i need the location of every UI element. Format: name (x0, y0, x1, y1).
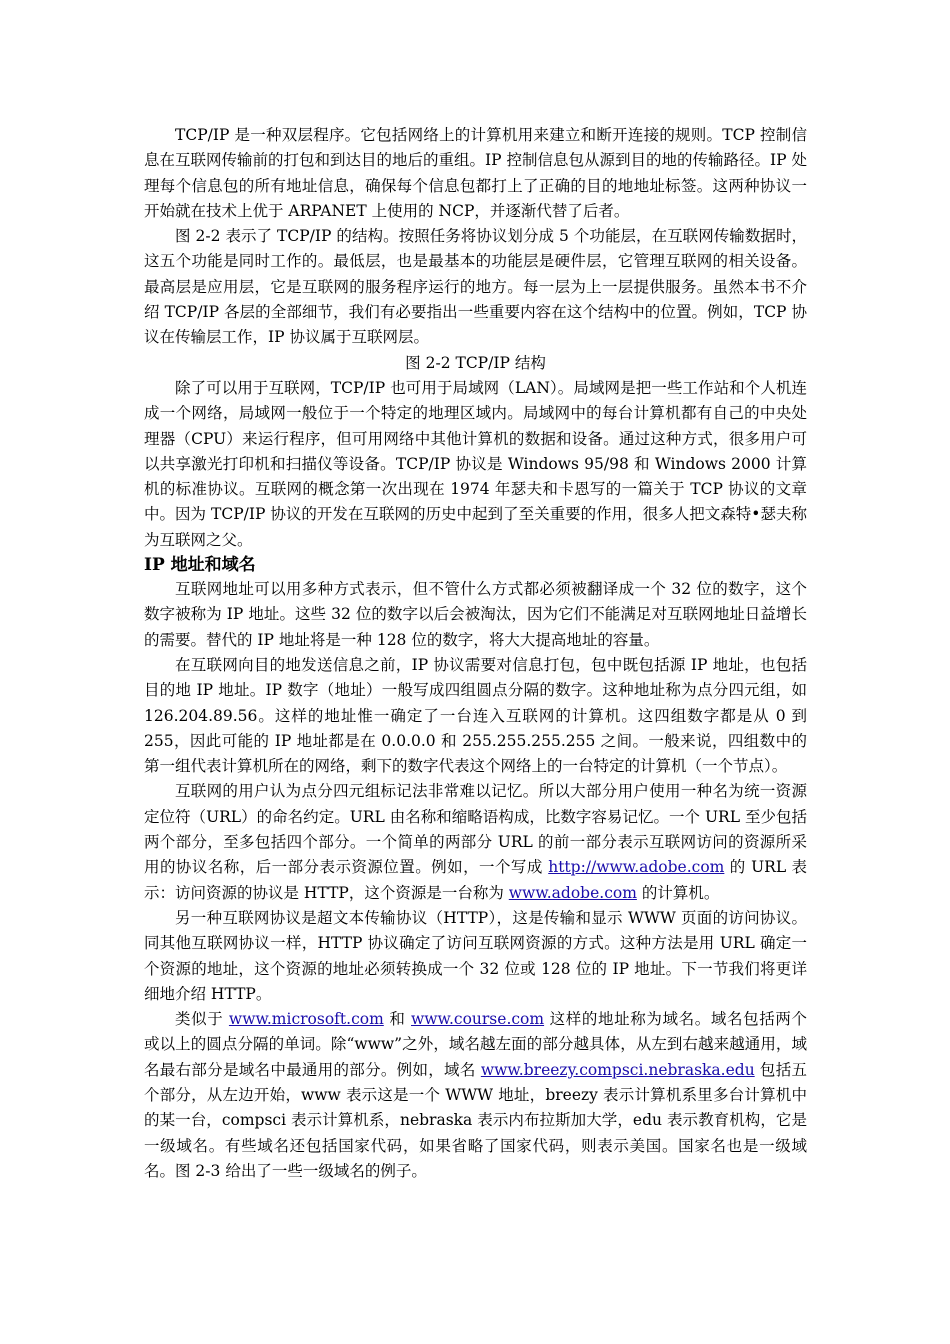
section-heading: IP 地址和域名 (144, 555, 256, 576)
paragraph-lan: 除了可以用于互联网，TCP/IP 也可用于局域网（LAN）。局域网是把一些工作站和个人机连成一个网络，局域网一般位于一个特定的地理区域内。局域网中的每台计算机都有自己的中央处理器（CPU）来运行程序，但可用网络中其他计算机的数据和设备。通过这种方式，很多用户可以共享激光打印机和扫描仪等设备。TCP/IP 协议是 Windows 95/98 和 Windows 2000 计算机的标准协议。互联网的概念第一次出现在 1974 年瑟夫和卡恩写的一篇关于 TCP 协议的文章中。因为 TCP/IP 协议的开发在互联网的历史中起到了至关重要的作用，很多人把文森特•瑟夫称为互联网之父。 (144, 378, 807, 549)
document-page (144, 123, 807, 1184)
paragraph-tcpip-intro: TCP/IP 是一种双层程序。它包括网络上的计算机用来建立和断开连接的规则。TCP 控制信息在互联网传输前的打包和到达目的地后的重组。IP 控制信息包从源到目的地的传输路径。IP 处理每个信息包的所有地址信息，确保每个信息包都打上了正确的目的地地址标签。这两种协议一开始就在技术上优于 ARPANET 上使用的 NCP，并逐渐代替了后者。 (144, 126, 807, 220)
paragraph-ip-address: 互联网地址可以用多种方式表示，但不管什么方式都必须被翻译成一个 32 位的数字，这个数字被称为 IP 地址。这些 32 位的数字以后会被淘汰，因为它们不能满足对互联网地址日益增长的需要。替代的 IP 地址将是一种 128 位的数字，将大大提高地址的容量。 (144, 580, 807, 649)
text-run: 类似于 (175, 1010, 229, 1029)
link-adobe[interactable]: www.adobe.com (508, 883, 637, 902)
text-run: 互联网的用户认为点分四元组标记法非常难以记忆。所以大部分用户使用一种名为统一资源定位符（URL）的命名约定。URL 由名称和缩略语构成，比数字容易记忆。一个 URL 至少包括两个部分，至多包括四个部分。一个简单的两部分 URL 的前一部分表示互联网访问的资源所采用的协议名称，后一部分表示资源位置。例如，一个写成 (144, 782, 807, 877)
link-course[interactable]: www.course.com (411, 1010, 545, 1029)
text-run: 包括五个部分，从左边开始，www 表示这是一个 WWW 地址，breezy 表示计算机系里多台计算机中的某一台，compsci 表示计算机系，nebraska 表示内布拉斯加大学，edu 表示教育机构，它是一级域名。有些域名还包括国家代码，如果省略了国家代码，则表示美国。国家名也是一级域名。图 2-3 给出了一些一级域名的例子。 (144, 1060, 807, 1180)
text-run: 这样的地址称为域名。域名包括两个或以上的圆点分隔的单词。除“www”之外，域名越左面的部分越具体，从左到右越来越通用，域名最右部分是域名中最通用的部分。例如，域名 (144, 1010, 807, 1079)
link-breezy[interactable]: www.breezy.compsci.nebraska.edu (480, 1060, 755, 1079)
paragraph-domain-names (144, 1007, 807, 1184)
link-adobe-http[interactable]: http://www.adobe.com (548, 858, 725, 877)
figure-caption: 图 2-2 TCP/IP 结构 (405, 353, 546, 372)
paragraph-url (144, 779, 807, 905)
paragraph-tcpip-structure: 图 2-2 表示了 TCP/IP 的结构。按照任务将协议划分成 5 个功能层，在互联网传输数据时，这五个功能是同时工作的。最低层，也是最基本的功能层是硬件层，它管理互联网的相关设备。最高层是应用层，它是互联网的服务程序运行的地方。每一层为上一层提供服务。虽然本书不介绍 TCP/IP 各层的全部细节，我们有必要指出一些重要内容在这个结构中的位置。例如，TCP 协议在传输层工作，IP 协议属于互联网层。 (144, 227, 807, 347)
paragraph-http: 另一种互联网协议是超文本传输协议（HTTP），这是传输和显示 WWW 页面的访问协议。同其他互联网协议一样，HTTP 协议确定了访问互联网资源的方式。这种方法是用 URL 确定一个资源的地址，这个资源的地址必须转换成一个 32 位或 128 位的 IP 地址。下一节我们将更详细地介绍 HTTP。 (144, 908, 807, 1003)
text-run: 的计算机。 (636, 883, 720, 902)
paragraph-dotted-quad: 在互联网向目的地发送信息之前，IP 协议需要对信息打包，包中既包括源 IP 地址，也包括目的地 IP 地址。IP 数字（地址）一般写成四组圆点分隔的数字。这种地址称为点分四元组，如 126.204.89.56。这样的地址惟一确定了一台连入互联网的计算机。这四组数字都是从 0 到 255，因此可能的 IP 地址都是在 0.0.0.0 和 255.255.255.255 之间。一般来说，四组数中的第一组代表计算机所在的网络，剩下的数字代表这个网络上的一台特定的计算机（一个节点）。 (144, 655, 807, 776)
link-microsoft[interactable]: www.microsoft.com (228, 1010, 384, 1029)
text-run: 和 (383, 1010, 412, 1029)
text-run: 的 URL 表示：访问资源的协议是 HTTP，这个资源是一台称为 (144, 858, 807, 902)
